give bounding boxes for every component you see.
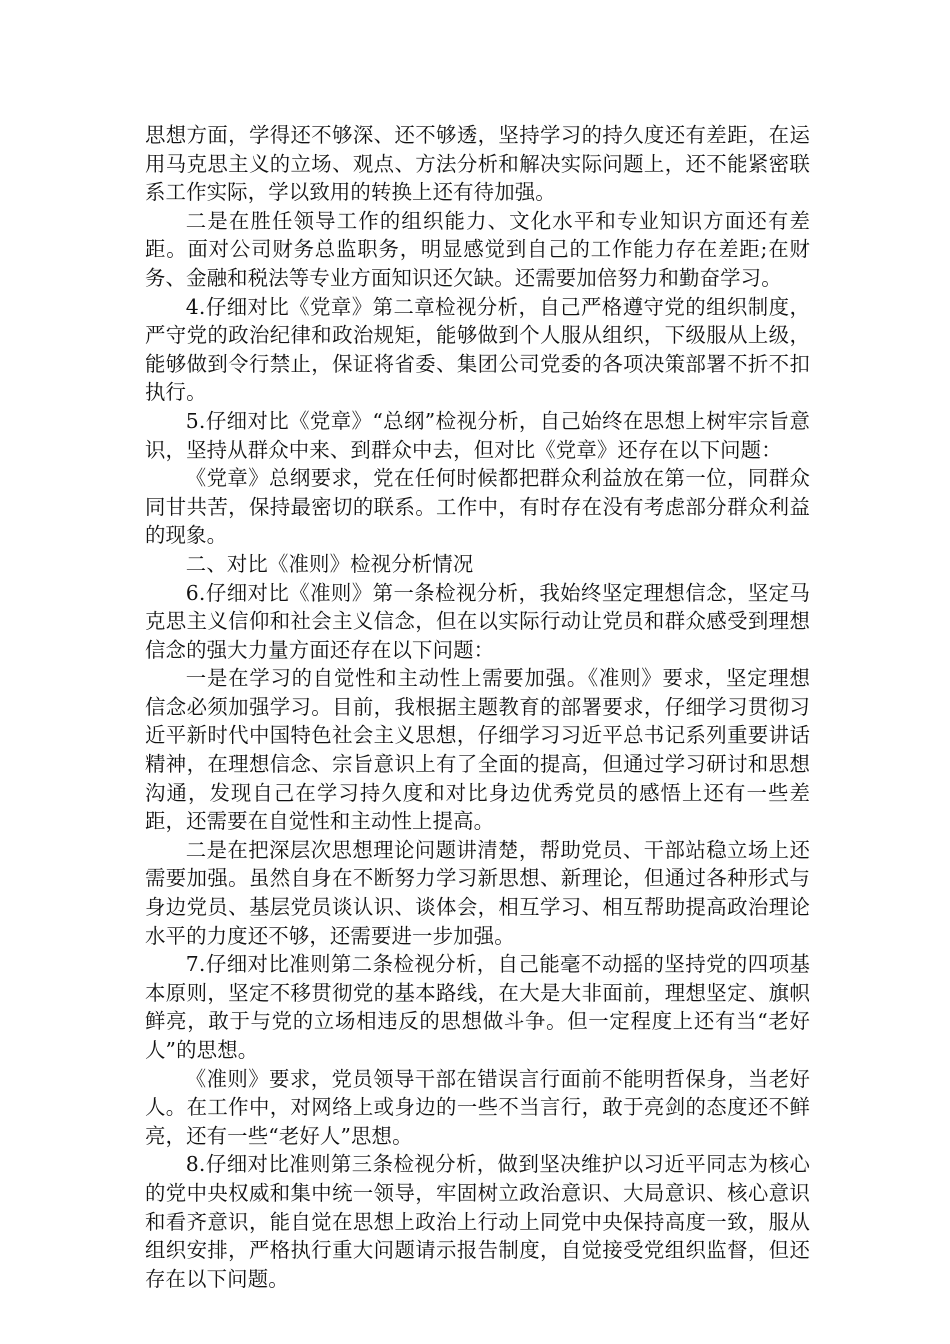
paragraph: 8.仔细对比准则第三条检视分析，做到坚决维护以习近平同志为核心的党中央权威和集中统一领导，牢固树立政治意识、大局意识、核心意识和看齐意识，能自觉在思想上政治上行动上同党中央保持高度一致，服从组织安排，严格执行重大问题请示报告制度，自觉接受党组织监督，但还存在以下问题。 [145, 1152, 810, 1291]
paragraph: 6.仔细对比《准则》第一条检视分析，我始终坚定理想信念，坚定马克思主义信仰和社会主义信念，但在以实际行动让党员和群众感受到理想信念的强大力量方面还存在以下问题： [145, 580, 810, 662]
document-page [145, 121, 810, 1293]
paragraph: 7.仔细对比准则第二条检视分析，自己能毫不动摇的坚持党的四项基本原则，坚定不移贯彻党的基本路线，在大是大非面前，理想坚定、旗帜鲜亮，敢于与党的立场相违反的思想做斗争。但一定程度上还有当“老好人”的思想。 [145, 952, 810, 1062]
paragraph: 二是在胜任领导工作的组织能力、文化水平和专业知识方面还有差距。面对公司财务总监职务，明显感觉到自己的工作能力存在差距;在财务、金融和税法等专业方面知识还欠缺。还需要加倍努力和勤奋学习。 [145, 208, 810, 290]
section-heading: 二、对比《准则》检视分析情况 [185, 551, 474, 576]
paragraph: 5.仔细对比《党章》“总纲”检视分析，自己始终在思想上树牢宗旨意识，坚持从群众中来、到群众中去，但对比《党章》还存在以下问题： [145, 408, 810, 462]
paragraph: 《准则》要求，党员领导干部在错误言行面前不能明哲保身，当老好人。在工作中，对网络上或身边的一些不当言行，敢于亮剑的态度还不鲜亮，还有一些“老好人”思想。 [145, 1066, 810, 1148]
paragraph-continued: 思想方面，学得还不够深、还不够透，坚持学习的持久度还有差距，在运用马克思主义的立场、观点、方法分析和解决实际问题上，还不能紧密联系工作实际，学以致用的转换上还有待加强。 [145, 123, 810, 205]
paragraph: 一是在学习的自觉性和主动性上需要加强。《准则》要求，坚定理想信念必须加强学习。目前，我根据主题教育的部署要求，仔细学习贯彻习近平新时代中国特色社会主义思想，仔细学习习近平总书记系列重要讲话精神，在理想信念、宗旨意识上有了全面的提高，但通过学习研讨和思想沟通，发现自己在学习持久度和对比身边优秀党员的感悟上还有一些差距，还需要在自觉性和主动性上提高。 [145, 666, 810, 834]
paragraph: 4.仔细对比《党章》第二章检视分析，自己严格遵守党的组织制度，严守党的政治纪律和政治规矩，能够做到个人服从组织，下级服从上级，能够做到令行禁止，保证将省委、集团公司党委的各项决策部署不折不扣执行。 [145, 294, 810, 405]
paragraph: 二是在把深层次思想理论问题讲清楚，帮助党员、干部站稳立场上还需要加强。虽然自身在不断努力学习新思想、新理论，但通过各种形式与身边党员、基层党员谈认识、谈体会，相互学习、相互帮助提高政治理论水平的力度还不够，还需要进一步加强。 [145, 837, 810, 948]
paragraph: 《党章》总纲要求，党在任何时候都把群众利益放在第一位，同群众同甘共苦，保持最密切的联系。工作中，有时存在没有考虑部分群众利益的现象。 [145, 466, 810, 548]
